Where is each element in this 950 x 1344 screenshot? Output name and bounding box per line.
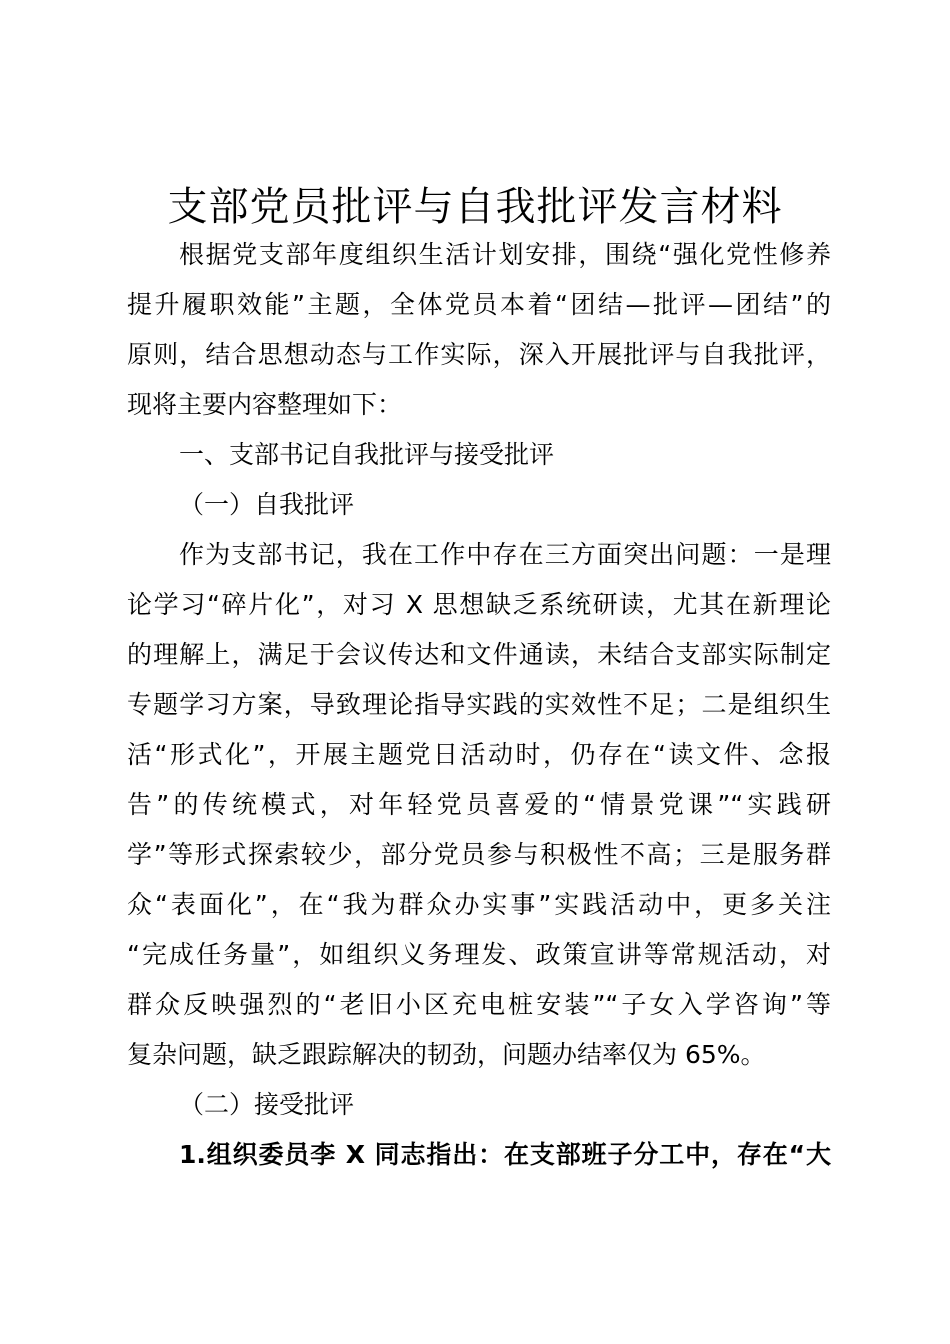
document-title: 支部党员批评与自我批评发言材料 <box>167 184 783 230</box>
criticism-item-1: 1.组织委员李 X 同志指出：在支部班子分工中，存在“大 <box>179 1140 831 1169</box>
subsection-heading: （一）自我批评 <box>179 490 355 519</box>
intro-line: 现将主要内容整理如下： <box>127 390 403 419</box>
paragraph-line: 告”的传统模式，对年轻党员喜爱的“情景党课”“实践研 <box>127 790 831 819</box>
paragraph-line: 作为支部书记，我在工作中存在三方面突出问题：一是理 <box>179 540 831 569</box>
paragraph-line: 众“表面化”，在“我为群众办实事”实践活动中，更多关注 <box>127 890 831 919</box>
paragraph-line: 学”等形式探索较少，部分党员参与积极性不高；三是服务群 <box>127 840 831 869</box>
subsection-heading: （二）接受批评 <box>179 1090 355 1119</box>
intro-line: 根据党支部年度组织生活计划安排，围绕“强化党性修养 <box>179 240 831 269</box>
intro-line: 提升履职效能”主题，全体党员本着“团结—批评—团结”的 <box>127 290 831 319</box>
paragraph-line: 活“形式化”，开展主题党日活动时，仍存在“读文件、念报 <box>127 740 831 769</box>
paragraph-line: “完成任务量”，如组织义务理发、政策宣讲等常规活动，对 <box>127 940 831 969</box>
section-heading: 一、支部书记自我批评与接受批评 <box>179 440 555 469</box>
document-body <box>127 230 831 1180</box>
paragraph-line: 的理解上，满足于会议传达和文件通读，未结合支部实际制定 <box>127 640 831 669</box>
paragraph-line: 论学习“碎片化”，对习 X 思想缺乏系统研读，尤其在新理论 <box>127 590 831 619</box>
paragraph-line: 群众反映强烈的“老旧小区充电桩安装”“子女入学咨询”等 <box>127 990 831 1019</box>
paragraph-line: 专题学习方案，导致理论指导实践的实效性不足；二是组织生 <box>127 690 831 719</box>
paragraph-line: 复杂问题，缺乏跟踪解决的韧劲，问题办结率仅为 65%。 <box>127 1040 766 1069</box>
intro-line: 原则，结合思想动态与工作实际，深入开展批评与自我批评， <box>127 340 831 369</box>
